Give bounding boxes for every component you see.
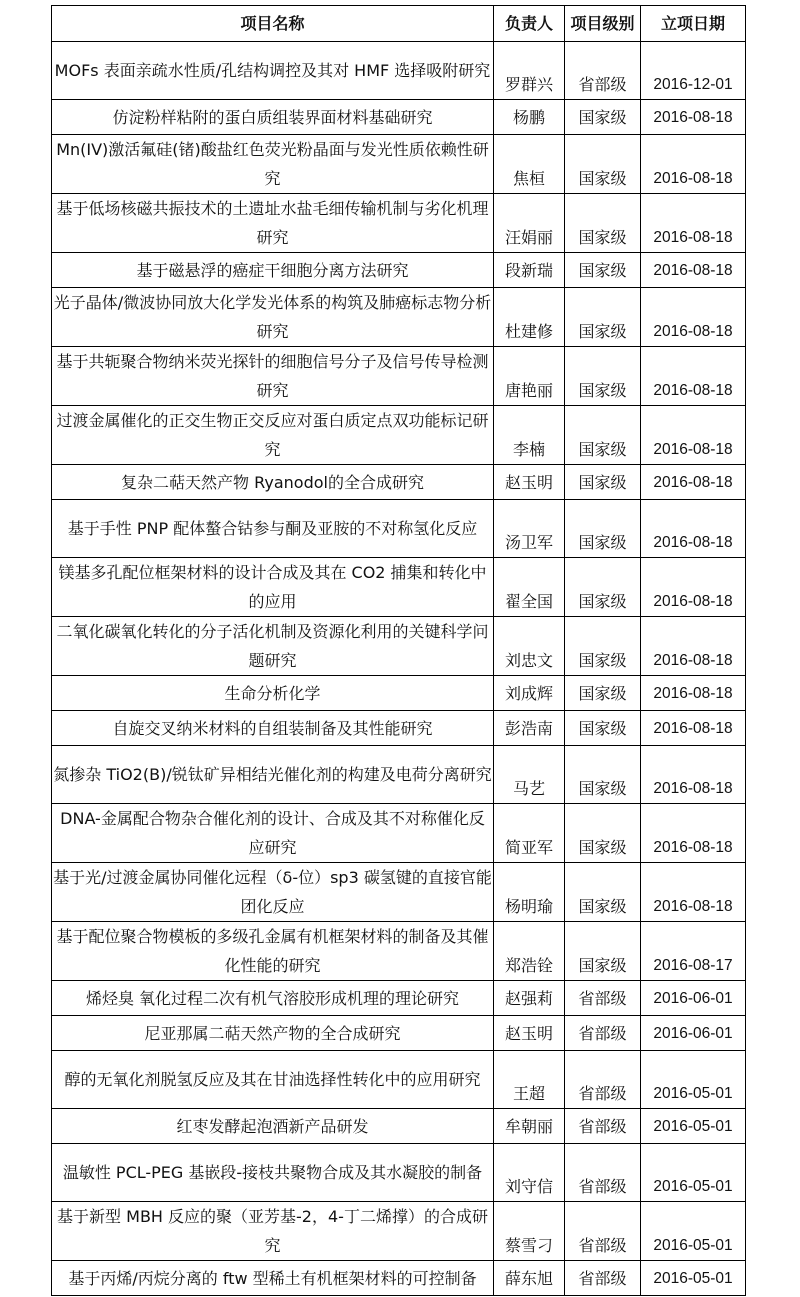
project-name-cell: 光子晶体/微波协同放大化学发光体系的构筑及肺癌标志物分析研究 <box>52 288 494 347</box>
date-cell: 2016-05-01 <box>641 1051 746 1109</box>
lead-cell: 翟全国 <box>494 558 565 617</box>
lead-cell: 牟朝丽 <box>494 1109 565 1144</box>
project-table <box>51 5 746 1296</box>
header-level: 项目级别 <box>565 6 641 42</box>
date-cell: 2016-05-01 <box>641 1109 746 1144</box>
level-cell: 国家级 <box>565 288 641 347</box>
level-cell: 国家级 <box>565 347 641 406</box>
lead-cell: 简亚军 <box>494 804 565 863</box>
level-cell: 国家级 <box>565 617 641 676</box>
lead-cell: 刘守信 <box>494 1144 565 1202</box>
lead-cell: 郑浩铨 <box>494 922 565 981</box>
level-cell: 国家级 <box>565 500 641 558</box>
project-name-cell: 基于共轭聚合物纳米荧光探针的细胞信号分子及信号传导检测研究 <box>52 347 494 406</box>
level-cell: 国家级 <box>565 711 641 746</box>
table-row <box>52 711 746 746</box>
project-name-cell: 生命分析化学 <box>52 676 494 711</box>
project-name-cell: 烯烃臭 氧化过程二次有机气溶胶形成机理的理论研究 <box>52 981 494 1016</box>
header-row <box>52 6 746 42</box>
table-row <box>52 863 746 922</box>
level-cell: 省部级 <box>565 1202 641 1261</box>
lead-cell: 刘忠文 <box>494 617 565 676</box>
project-name-cell: 镁基多孔配位框架材料的设计合成及其在 CO2 捕集和转化中的应用 <box>52 558 494 617</box>
table-row <box>52 253 746 288</box>
project-name-cell: 氮掺杂 TiO2(B)/锐钛矿异相结光催化剂的构建及电荷分离研究 <box>52 746 494 804</box>
date-cell: 2016-08-18 <box>641 194 746 253</box>
lead-cell: 彭浩南 <box>494 711 565 746</box>
lead-cell: 李楠 <box>494 406 565 465</box>
level-cell: 国家级 <box>565 465 641 500</box>
project-name-cell: 基于手性 PNP 配体螯合钴参与酮及亚胺的不对称氢化反应 <box>52 500 494 558</box>
date-cell: 2016-08-18 <box>641 406 746 465</box>
level-cell: 国家级 <box>565 863 641 922</box>
lead-cell: 蔡雪刁 <box>494 1202 565 1261</box>
project-name-cell: 基于配位聚合物模板的多级孔金属有机框架材料的制备及其催化性能的研究 <box>52 922 494 981</box>
level-cell: 省部级 <box>565 981 641 1016</box>
level-cell: 省部级 <box>565 1051 641 1109</box>
project-name-cell: 基于低场核磁共振技术的土遗址水盐毛细传输机制与劣化机理研究 <box>52 194 494 253</box>
header-project-name: 项目名称 <box>52 6 494 42</box>
lead-cell: 杨鹏 <box>494 100 565 135</box>
level-cell: 省部级 <box>565 1109 641 1144</box>
table-row <box>52 981 746 1016</box>
date-cell: 2016-12-01 <box>641 42 746 100</box>
project-name-cell: 红枣发酵起泡酒新产品研发 <box>52 1109 494 1144</box>
date-cell: 2016-05-01 <box>641 1144 746 1202</box>
level-cell: 国家级 <box>565 135 641 194</box>
project-name-cell: 基于光/过渡金属协同催化远程（δ-位）sp3 碳氢键的直接官能团化反应 <box>52 863 494 922</box>
project-name-cell: DNA-金属配合物杂合催化剂的设计、合成及其不对称催化反应研究 <box>52 804 494 863</box>
project-name-cell: 基于磁悬浮的癌症干细胞分离方法研究 <box>52 253 494 288</box>
project-name-cell: 温敏性 PCL-PEG 基嵌段-接枝共聚物合成及其水凝胶的制备 <box>52 1144 494 1202</box>
date-cell: 2016-08-18 <box>641 558 746 617</box>
lead-cell: 杨明瑜 <box>494 863 565 922</box>
table-row <box>52 1016 746 1051</box>
lead-cell: 唐艳丽 <box>494 347 565 406</box>
table-row <box>52 347 746 406</box>
project-name-cell: 基于丙烯/丙烷分离的 ftw 型稀土有机框架材料的可控制备 <box>52 1261 494 1296</box>
date-cell: 2016-06-01 <box>641 981 746 1016</box>
project-name-cell: 基于新型 MBH 反应的聚（亚芳基-2，4-丁二烯撑）的合成研究 <box>52 1202 494 1261</box>
date-cell: 2016-08-18 <box>641 500 746 558</box>
project-name-cell: Mn(IV)激活氟硅(锗)酸盐红色荧光粉晶面与发光性质依赖性研究 <box>52 135 494 194</box>
lead-cell: 汪娟丽 <box>494 194 565 253</box>
lead-cell: 杜建修 <box>494 288 565 347</box>
level-cell: 国家级 <box>565 804 641 863</box>
lead-cell: 赵玉明 <box>494 465 565 500</box>
table-row <box>52 804 746 863</box>
level-cell: 国家级 <box>565 100 641 135</box>
lead-cell: 刘成辉 <box>494 676 565 711</box>
table-body <box>52 42 746 1296</box>
table-row <box>52 42 746 100</box>
lead-cell: 赵玉明 <box>494 1016 565 1051</box>
table-row <box>52 135 746 194</box>
level-cell: 国家级 <box>565 922 641 981</box>
project-name-cell: 过渡金属催化的正交生物正交反应对蛋白质定点双功能标记研究 <box>52 406 494 465</box>
lead-cell: 焦桓 <box>494 135 565 194</box>
table-row <box>52 100 746 135</box>
level-cell: 国家级 <box>565 253 641 288</box>
project-name-cell: MOFs 表面亲疏水性质/孔结构调控及其对 HMF 选择吸附研究 <box>52 42 494 100</box>
level-cell: 国家级 <box>565 676 641 711</box>
lead-cell: 王超 <box>494 1051 565 1109</box>
header-lead: 负责人 <box>494 6 565 42</box>
project-name-cell: 醇的无氧化剂脱氢反应及其在甘油选择性转化中的应用研究 <box>52 1051 494 1109</box>
date-cell: 2016-06-01 <box>641 1016 746 1051</box>
level-cell: 国家级 <box>565 406 641 465</box>
level-cell: 省部级 <box>565 42 641 100</box>
date-cell: 2016-08-18 <box>641 746 746 804</box>
table-row <box>52 194 746 253</box>
date-cell: 2016-08-18 <box>641 253 746 288</box>
table-row <box>52 500 746 558</box>
lead-cell: 马艺 <box>494 746 565 804</box>
date-cell: 2016-08-18 <box>641 347 746 406</box>
date-cell: 2016-08-18 <box>641 100 746 135</box>
level-cell: 省部级 <box>565 1261 641 1296</box>
date-cell: 2016-05-01 <box>641 1202 746 1261</box>
project-name-cell: 自旋交叉纳米材料的自组装制备及其性能研究 <box>52 711 494 746</box>
level-cell: 国家级 <box>565 194 641 253</box>
table-row <box>52 1202 746 1261</box>
date-cell: 2016-08-18 <box>641 617 746 676</box>
date-cell: 2016-08-18 <box>641 676 746 711</box>
lead-cell: 赵强莉 <box>494 981 565 1016</box>
table-row <box>52 406 746 465</box>
project-name-cell: 仿淀粉样粘附的蛋白质组装界面材料基础研究 <box>52 100 494 135</box>
project-name-cell: 二氧化碳氧化转化的分子活化机制及资源化利用的关键科学问题研究 <box>52 617 494 676</box>
date-cell: 2016-05-01 <box>641 1261 746 1296</box>
level-cell: 省部级 <box>565 1016 641 1051</box>
table-row <box>52 1261 746 1296</box>
date-cell: 2016-08-18 <box>641 863 746 922</box>
date-cell: 2016-08-18 <box>641 804 746 863</box>
table-row <box>52 746 746 804</box>
date-cell: 2016-08-18 <box>641 465 746 500</box>
table-row <box>52 1109 746 1144</box>
date-cell: 2016-08-18 <box>641 135 746 194</box>
project-name-cell: 复杂二萜天然产物 Ryanodol的全合成研究 <box>52 465 494 500</box>
project-name-cell: 尼亚那属二萜天然产物的全合成研究 <box>52 1016 494 1051</box>
table-row <box>52 617 746 676</box>
table-row <box>52 1144 746 1202</box>
date-cell: 2016-08-18 <box>641 288 746 347</box>
header-date: 立项日期 <box>641 6 746 42</box>
lead-cell: 汤卫军 <box>494 500 565 558</box>
table-row <box>52 922 746 981</box>
date-cell: 2016-08-18 <box>641 711 746 746</box>
level-cell: 省部级 <box>565 1144 641 1202</box>
lead-cell: 薛东旭 <box>494 1261 565 1296</box>
table-row <box>52 288 746 347</box>
level-cell: 国家级 <box>565 746 641 804</box>
table-row <box>52 676 746 711</box>
lead-cell: 段新瑞 <box>494 253 565 288</box>
level-cell: 国家级 <box>565 558 641 617</box>
table-row <box>52 558 746 617</box>
lead-cell: 罗群兴 <box>494 42 565 100</box>
table-row <box>52 465 746 500</box>
date-cell: 2016-08-17 <box>641 922 746 981</box>
table-row <box>52 1051 746 1109</box>
